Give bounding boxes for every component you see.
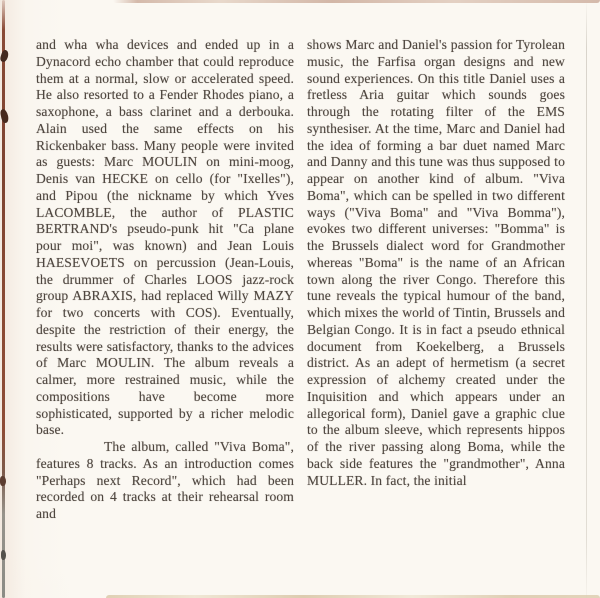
spine-smudge (1, 550, 6, 560)
spine-smudge (0, 49, 10, 63)
paragraph: The album, called "Viva Boma", features 8 tracks. As an introduction comes "Perhaps next Record", which had been recorded on 4 tracks at their rehearsal room and (36, 439, 294, 521)
spine-edge-line (2, 0, 5, 598)
right-text-column (307, 37, 565, 523)
text-columns (36, 37, 566, 523)
top-trim-edge (113, 0, 600, 3)
spine-smudge (0, 476, 6, 486)
right-page-edge-line (586, 0, 588, 598)
paragraph: and wha wha devices and ended up in a Dynacord echo chamber that could reproduce them at a normal, slow or accelerated speed. He also resorted to a Fender Rhodes piano, a saxophone, a bass clarinet and a derbouka. Alain used the same effects on his Rickenbaker bass. Many people were invited as guests: Marc MOULIN on mini-moog, Denis van HECKE on cello (for "Ixelles"), and Pipou (the nickname by which Yves LACOMBLE, the author of PLASTIC BERTRAND's pseudo-punk hit "Ca plane pour moi", was known) and Jean Louis HAESEVOETS on percussion (Jean-Louis, the drummer of Charles LOOS jazz-rock group ABRAXIS, had replaced Willy MAZY for two concerts with COS). Eventually, despite the restriction of their energy, the results were satisfactory, thanks to the advices of Marc MOULIN. The album reveals a calmer, more restrained music, while the compositions have become more sophisticated, supported by a richer melodic base. (36, 37, 294, 438)
left-text-column (36, 37, 294, 523)
paragraph: shows Marc and Daniel's passion for Tyrolean music, the Farfisa organ designs and new sound experiences. On this title Daniel uses a fretless Aria guitar which sounds goes through the rotating filter of the EMS synthesiser. At the time, Marc and Daniel had the idea of forming a bar duet named Marc and Danny and this tune was thus supposed to appear on another kind of album. "Viva Boma", which can be spelled in two different ways ("Viva Boma" and "Viva Bomma"), evokes two different universes: "Bomma" is the Brussels dialect word for Grandmother whereas "Boma" is the name of an African town along the river Congo. Therefore this tune reveals the typical humour of the band, which mixes the world of Tintin, Brussels and Belgian Congo. It is in fact a pseudo ethnical document from Koekelberg, a Brussels district. As an adept of hermetism (a secret expression of alchemy created under the Inquisition and which appears under an allegorical form), Daniel gave a graphic clue to the album sleeve, which represents hippos of the river passing along Boma, while the back side features the "grandmother", Anna MULLER. In fact, the initial (307, 37, 565, 488)
